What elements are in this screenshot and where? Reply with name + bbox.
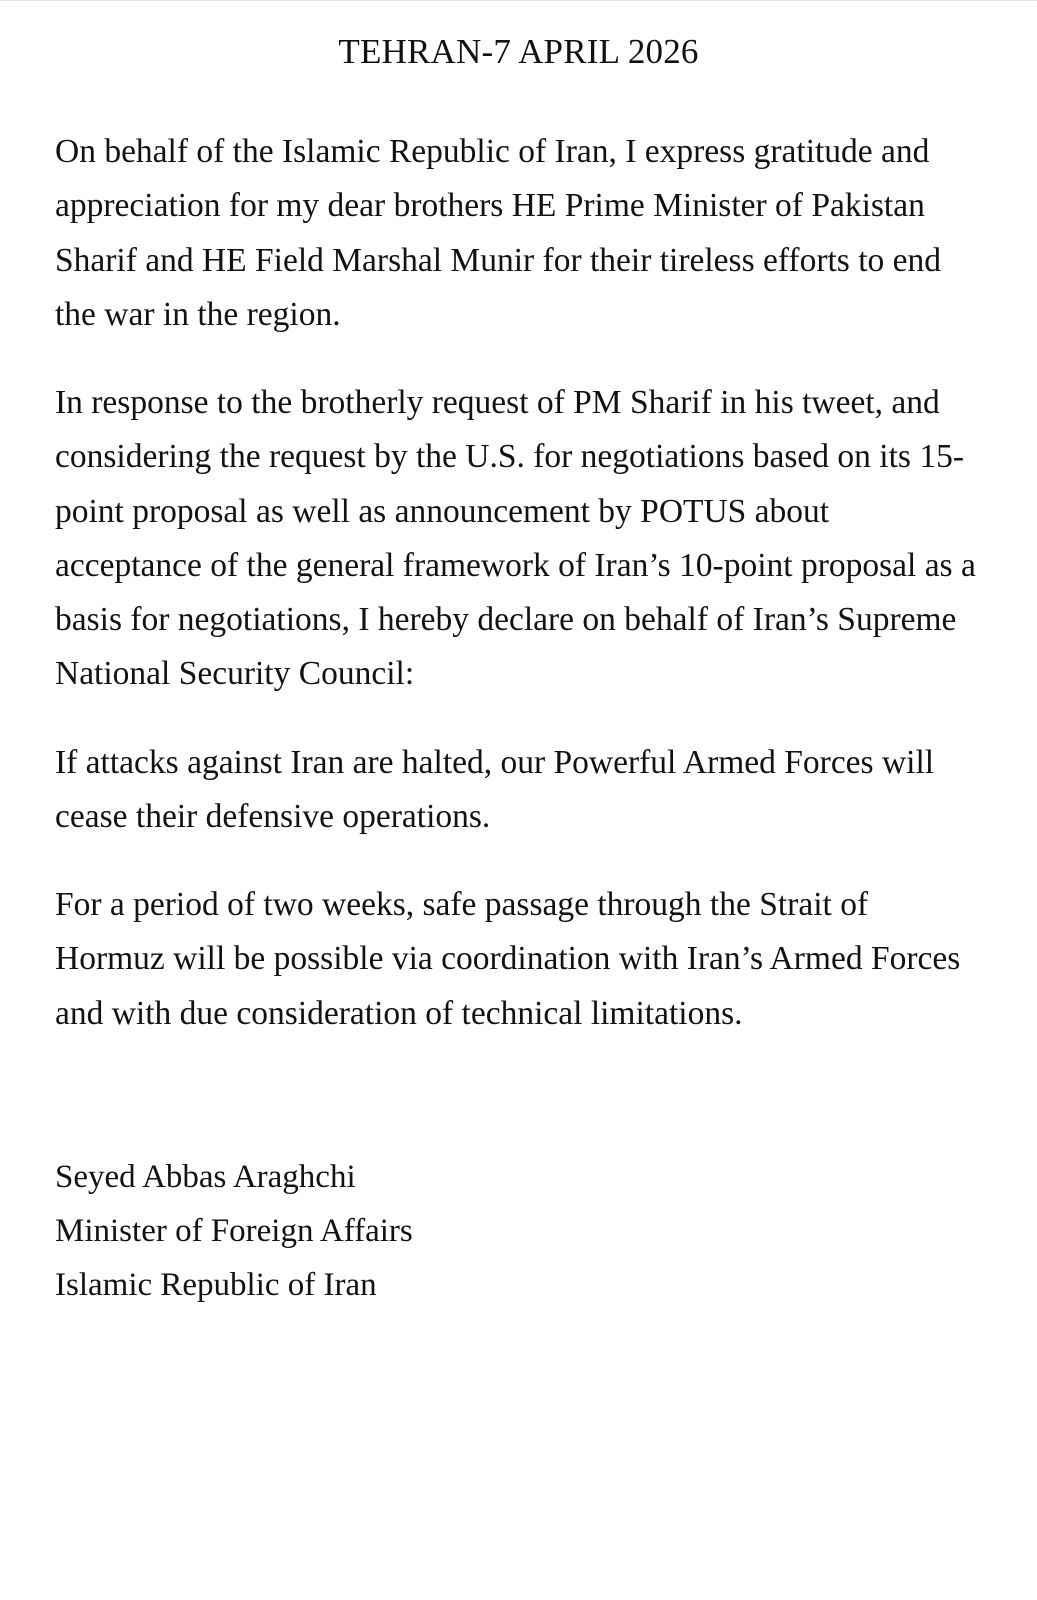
- paragraph-declaration-preamble: In response to the brotherly request of PM Sharif in his tweet, and considering the request by the U.S. for negotiations based on its 15-point proposal as well as announcement by POTUS about acceptance of the general framework of Iran’s 10-point proposal as a basis for negotiations, I hereby declare on behalf of Iran’s Supreme National Security Council:: [55, 384, 976, 693]
- paragraph-strait-of-hormuz: For a period of two weeks, safe passage through the Strait of Hormuz will be possible via coordination with Iran’s Armed Forces and with due consideration of technical limitations.: [55, 886, 961, 1032]
- signatory-title: Minister of Foreign Affairs: [55, 1212, 413, 1249]
- document-body: [0, 125, 1037, 1041]
- signatory-name: Seyed Abbas Araghchi: [55, 1158, 356, 1195]
- paragraph-ceasefire-condition: If attacks against Iran are halted, our Powerful Armed Forces will cease their defensive operations.: [55, 743, 935, 835]
- page-title: TEHRAN-7 APRIL 2026: [338, 32, 699, 71]
- signature-block: [0, 1151, 1037, 1312]
- paragraph-gratitude: On behalf of the Islamic Republic of Iran, I express gratitude and appreciation for my dear brothers HE Prime Minister of Pakistan Sharif and HE Field Marshal Munir for their tireless efforts to end the war in the region.: [55, 133, 941, 333]
- signatory-organization: Islamic Republic of Iran: [55, 1266, 377, 1303]
- page-top-divider: [0, 0, 1037, 7]
